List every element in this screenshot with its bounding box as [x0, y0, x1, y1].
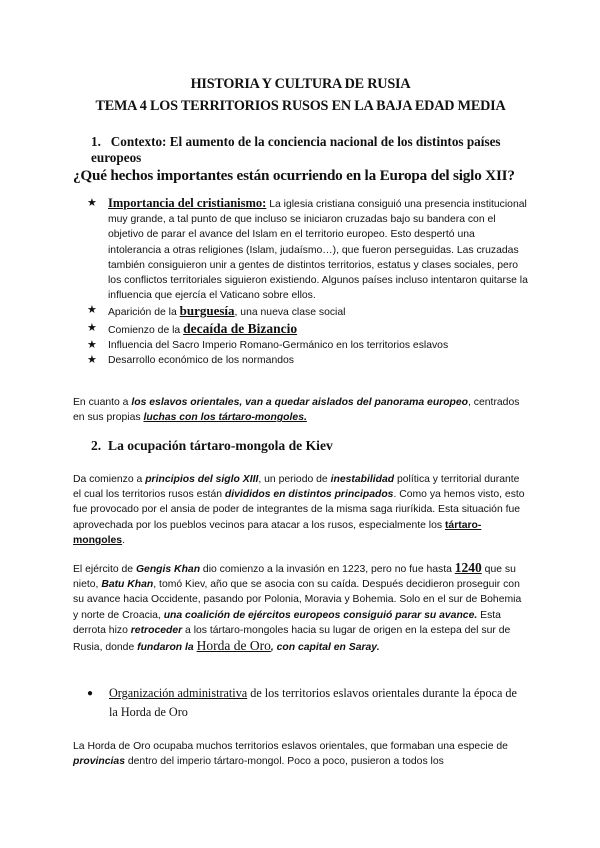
item-emphasis: burguesía — [179, 303, 235, 319]
list-item — [87, 303, 528, 320]
text: que su nieto, — [73, 564, 516, 591]
section1-title: Contexto: El aumento de la conciencia nacional de los distintos países europeos — [91, 134, 501, 165]
section2-title: La ocupación tártaro-mongola de Kiev — [108, 438, 333, 453]
list-item — [87, 353, 528, 368]
section1-conclusion — [73, 395, 528, 425]
text: , tomó Kiev, año que se asocia con su caída. Después decidieron proseguir con su avance hacia Occidente, pasando por Polonia, Moravia y Bohemia. Solo en el sur de Bohemia y norte de Croacia, — [73, 579, 522, 621]
star-bullet-icon: ★ — [87, 197, 97, 209]
item-text: La iglesia cristiana consiguió una presencia institucional muy grande, a tal punto de que incluso se iniciaron cruzadas bajo su bandera con el objetivo de parar el avance del Islam en el territorio europeo. Esto despertó una intolerancia a otras religiones (Islam, judaísmo…), que fueron perseguidas. Las cruzadas también consiguieron unir a gentes de distintos territorios, estatus y clases sociales, pero los conflictos territoriales siguieron existiendo. Algunos países incluso intentaron quitarse la influencia que ejercía el Vaticano sobre ellos. — [108, 199, 528, 302]
emphasis: , con capital en Saray. — [270, 642, 380, 654]
emphasis: 1240 — [454, 560, 482, 575]
section2-paragraph3 — [73, 739, 528, 769]
section2-number: 2. — [91, 438, 102, 453]
section1-question: ¿Qué hechos importantes están ocurriendo en la Europa del siglo XII? — [73, 167, 515, 184]
star-bullet-icon: ★ — [87, 354, 97, 367]
item-text: Desarrollo económico de los normandos — [108, 355, 294, 367]
list-item — [87, 338, 528, 353]
text: . Como ya hemos visto, esto fue provocado por el ansia de poder de integrantes de la misma saga riuríkida. Esta situación fue aprovechada por los pueblos vecinos para atacar a los rusos, especialmente los — [73, 489, 525, 531]
text: Da comienzo a — [73, 474, 146, 485]
text: El ejército de — [73, 564, 136, 575]
text: . — [122, 534, 125, 546]
item-text: Aparición de la — [108, 307, 180, 319]
item-text: Comienzo de la — [108, 324, 184, 336]
star-bullet-icon: ★ — [87, 338, 97, 351]
text: , centrados en sus propias — [73, 397, 520, 424]
emphasis: fundaron la — [137, 642, 197, 654]
document-title-line1: HISTORIA Y CULTURA DE RUSIA — [190, 76, 411, 92]
text: dentro del imperio tártaro-mongol. Poco a poco, pusieron a todos los — [124, 756, 444, 768]
section2-paragraph1 — [73, 472, 528, 548]
item-emphasis: decaída de Bizancio — [183, 320, 298, 336]
emphasis: los eslavos orientales, van a quedar aislados del panorama europeo — [131, 397, 469, 408]
emphasis: Horda de Oro — [196, 638, 271, 654]
section1-heading — [91, 134, 528, 166]
emphasis: retroceder — [130, 624, 183, 636]
section1-list — [87, 196, 528, 368]
emphasis: principios del siglo XIII — [145, 474, 259, 485]
star-bullet-icon: ★ — [87, 304, 97, 317]
list-item — [87, 196, 528, 303]
section2-heading — [91, 438, 333, 454]
text: En cuanto a — [73, 397, 132, 408]
section1-number: 1. — [91, 134, 101, 149]
text: política y territorial durante el cual los territorios rusos están — [73, 474, 520, 501]
text: dio comienzo a la invasión en 1223, pero no fue hasta — [200, 564, 455, 575]
emphasis: provincias — [73, 756, 125, 768]
list-item — [87, 321, 528, 338]
document-title-line2: TEMA 4 LOS TERRITORIOS RUSOS EN LA BAJA EDAD MEDIA — [95, 98, 506, 114]
text: Esta derrota hizo — [73, 609, 501, 636]
section2-paragraph2 — [73, 560, 528, 655]
emphasis: inestabilidad — [330, 474, 395, 485]
text: La Horda de Oro ocupaba muchos territorios eslavos orientales, que formaban una especie de — [73, 741, 508, 752]
emphasis: Gengis Khan — [135, 564, 201, 575]
emphasis: Batu Khan — [101, 579, 154, 591]
emphasis: divididos en distintos principados — [224, 489, 394, 501]
sub-bullet — [87, 684, 528, 722]
emphasis: luchas con los tártaro-mongoles. — [143, 412, 307, 424]
item-text: Influencia del Sacro Imperio Romano-Germánico en los territorios eslavos — [108, 339, 449, 351]
emphasis: Organización administrativa — [109, 686, 248, 700]
text: de los territorios eslavos orientales durante la época de la Horda de Oro — [109, 686, 517, 719]
emphasis: una coalición de ejércitos europeos consiguió parar su avance. — [163, 609, 478, 621]
item-label: Importancia del cristianismo: — [108, 196, 267, 210]
text: a los tártaro-mongoles hacia su lugar de origen en la estepa del sur de Rusia, donde — [73, 624, 511, 654]
emphasis: tártaro-mongoles — [73, 519, 482, 546]
text: , un periodo de — [258, 474, 331, 485]
item-text: , una nueva clase social — [234, 307, 346, 319]
star-bullet-icon: ★ — [87, 321, 97, 334]
sub-bullet-text — [87, 684, 528, 722]
dot-bullet-icon: ● — [87, 688, 94, 699]
